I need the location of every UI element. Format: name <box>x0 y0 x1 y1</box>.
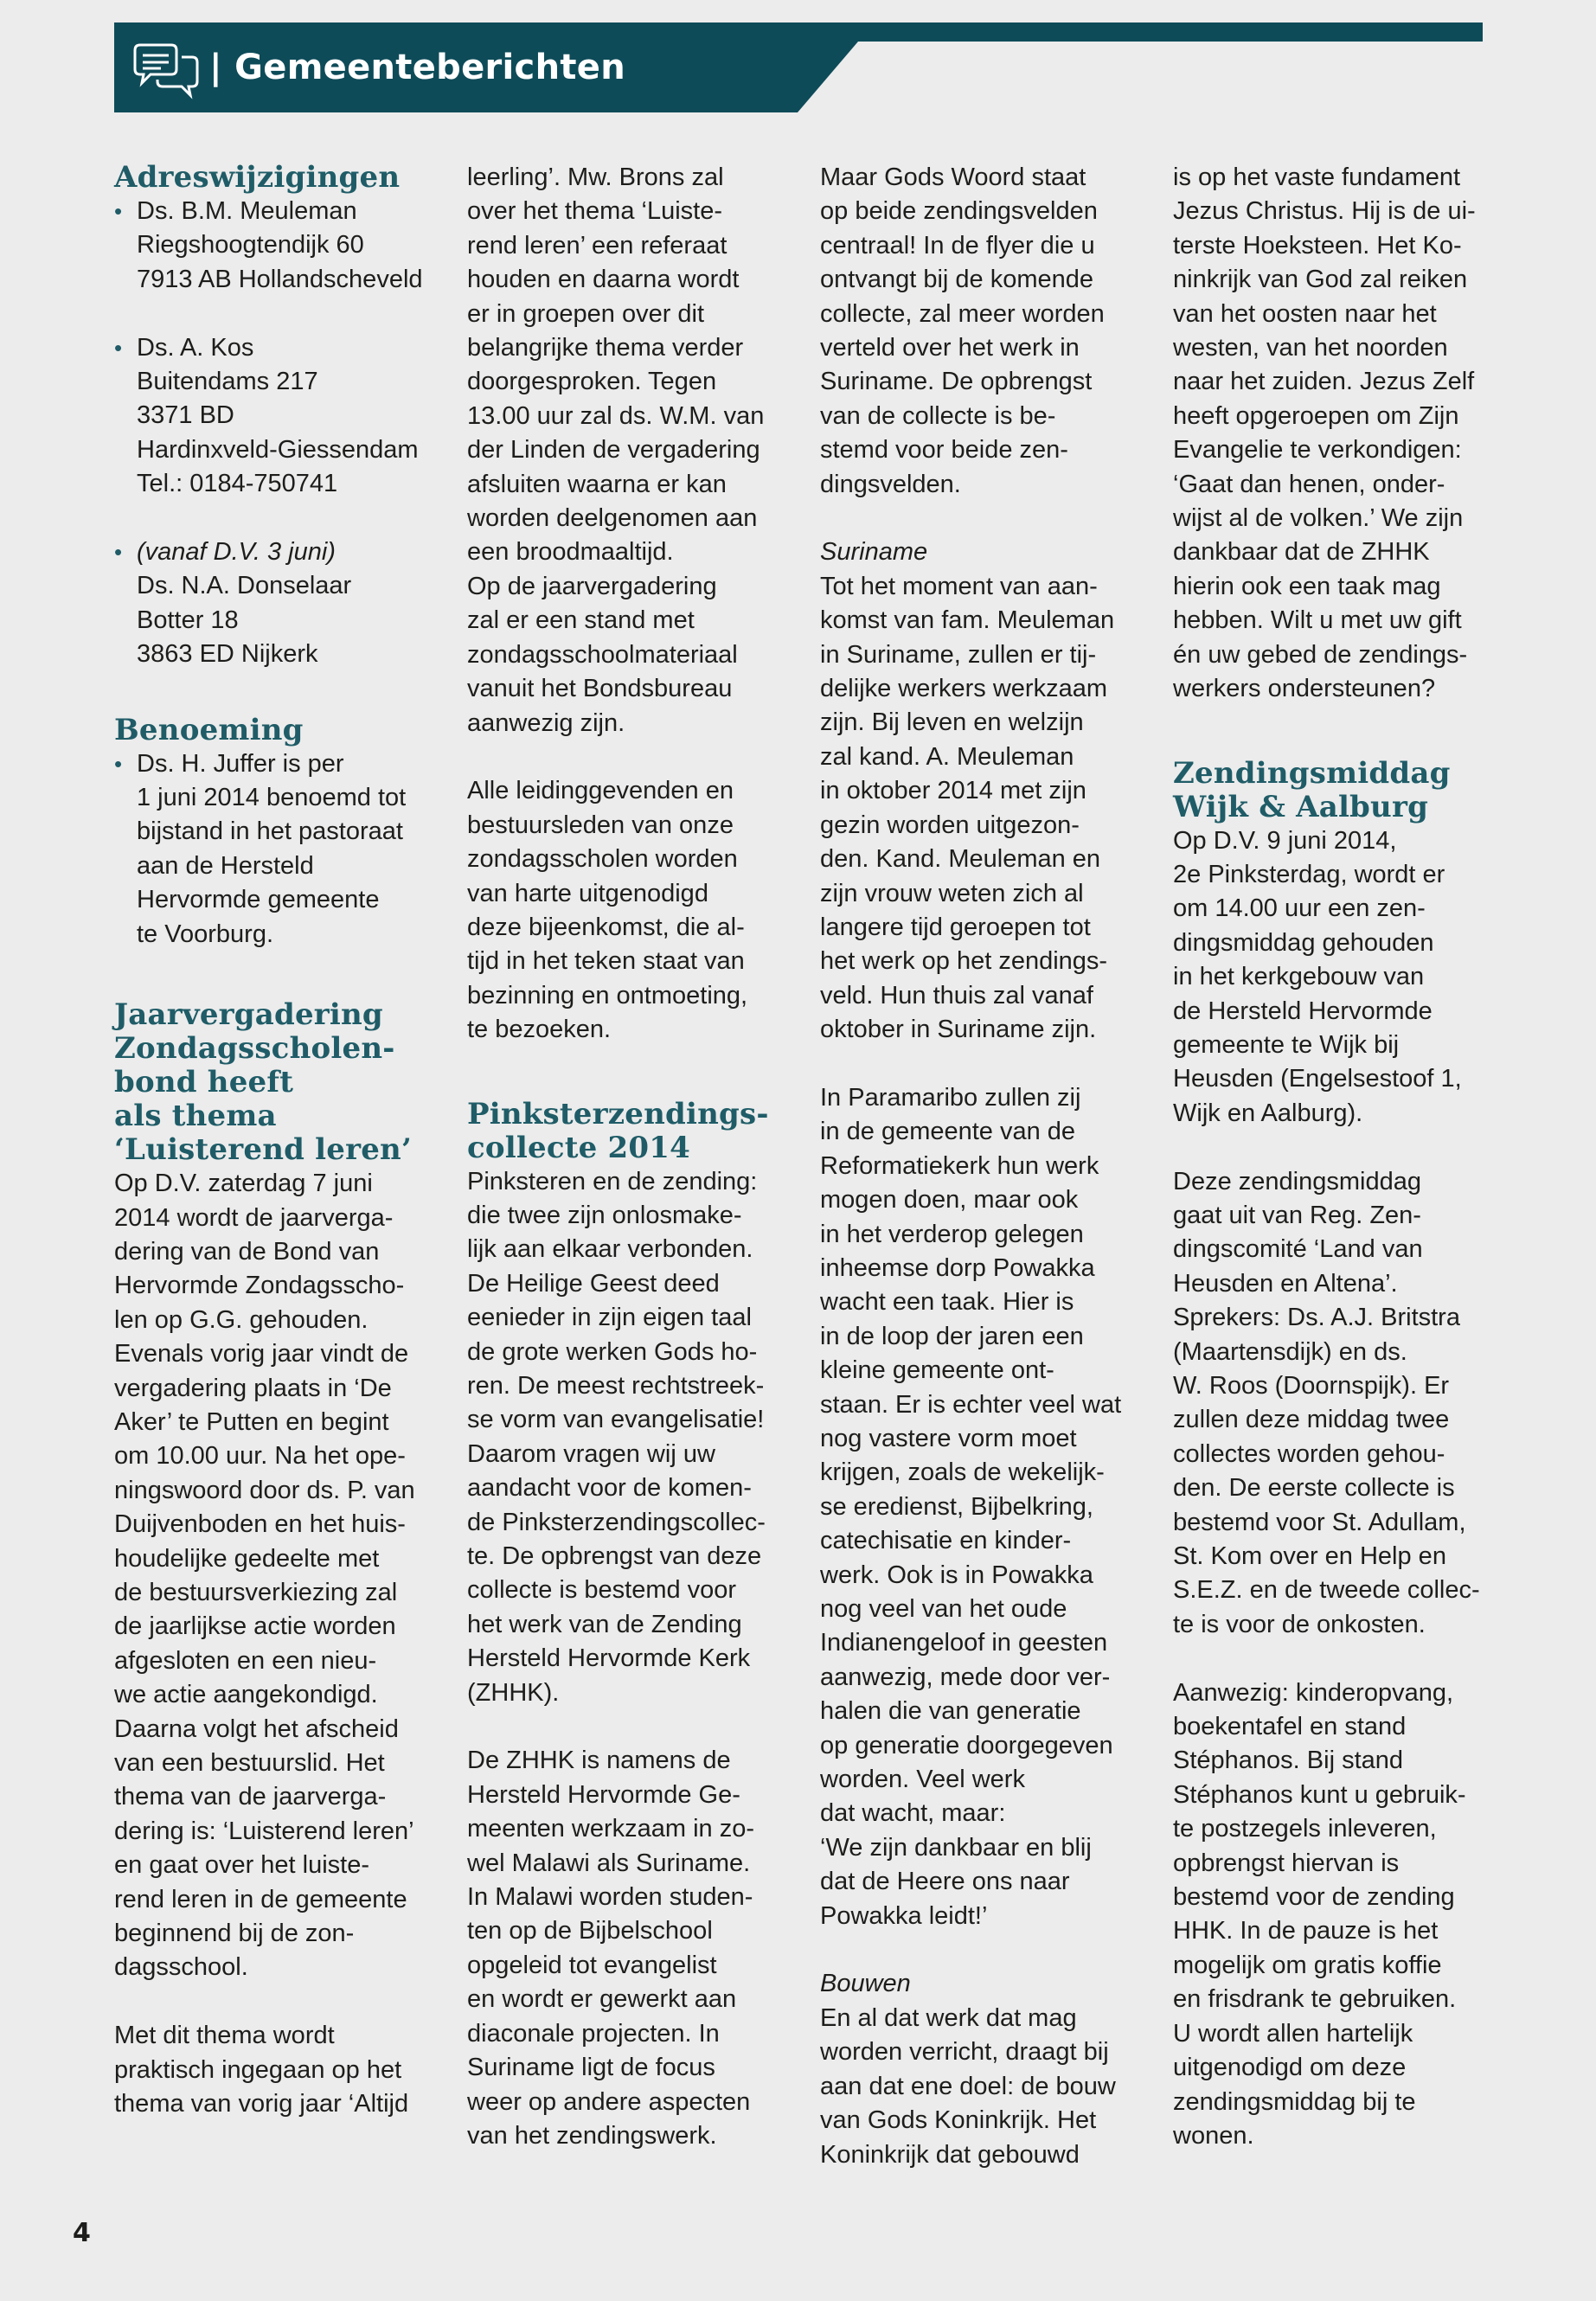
text-line: afsluiten waarna er kan <box>467 470 727 498</box>
text-line: De ZHHK is namens de <box>467 1747 731 1775</box>
section-title: | Gemeenteberichten <box>209 48 625 87</box>
text-line: bestuursleden van onze <box>467 811 734 839</box>
text-line: Daarom vragen wij uw <box>467 1439 715 1468</box>
text-line: ningswoord door ds. P. van <box>114 1476 415 1504</box>
text-line: wonen. <box>1173 2121 1254 2150</box>
text-line: zal kand. A. Meuleman <box>820 742 1074 771</box>
paragraph-jaarvergadering <box>114 1167 433 1985</box>
text-line: bestemd voor de zending <box>1173 1883 1455 1912</box>
text-line: Deze zendingsmiddag <box>1173 1167 1421 1195</box>
heading-line: Pinksterzendings- <box>467 1096 769 1131</box>
text-line: aanwezig zijn. <box>467 708 625 737</box>
text-line: aanwezig, mede door ver- <box>820 1663 1111 1691</box>
text-line: Alle leidinggevenden en <box>467 777 734 805</box>
text-line: inheemse dorp Powakka <box>820 1253 1095 1282</box>
text-line: beginnend bij de zon- <box>114 1920 355 1948</box>
address-line: 3863 ED Nijkerk <box>137 640 318 669</box>
text-line: 2014 wordt de jaarverga- <box>114 1203 394 1232</box>
text-line: en gaat over het luiste- <box>114 1851 370 1880</box>
text-line: zijn. Bij leven en welzijn <box>820 708 1084 737</box>
text-line: catechisatie en kinder- <box>820 1527 1072 1555</box>
text-line: Suriname ligt de focus <box>467 2054 715 2082</box>
text-line: collecte, zal meer worden <box>820 299 1105 328</box>
text-line: Evenals vorig jaar vindt de <box>114 1340 409 1368</box>
heading-line: ‘Luisterend leren’ <box>114 1132 412 1168</box>
text-line: vanuit het Bondsbureau <box>467 675 733 703</box>
text-line: wacht een taak. Hier is <box>820 1288 1074 1317</box>
column-3 <box>820 161 1138 2172</box>
text-line: bestemd voor St. Adullam, <box>1173 1508 1466 1536</box>
text-line: thema van vorig jaar ‘Altijd <box>114 2090 409 2118</box>
heading-line: Zendingsmiddag <box>1173 755 1451 791</box>
text-line: gaat uit van Reg. Zen- <box>1173 1201 1421 1229</box>
text-line: zondagsschoolmateriaal <box>467 640 738 669</box>
text-line: verteld over het werk in <box>820 334 1080 362</box>
text-line: Daarna volgt het afscheid <box>114 1715 399 1743</box>
section-banner <box>114 22 1483 112</box>
text-line: Maar Gods Woord staat <box>820 163 1086 191</box>
text-line: de Pinksterzendingscollec- <box>467 1508 766 1536</box>
address-line: Hardinxveld-Giessendam <box>137 435 419 464</box>
text-line: dagsschool. <box>114 1953 248 1982</box>
text-line: collecte is bestemd voor <box>467 1576 737 1605</box>
column-4 <box>1173 161 1491 2153</box>
address-item-donselaar <box>114 535 433 672</box>
paragraph-bouwen <box>820 2002 1138 2172</box>
text-line: der Linden de vergadering <box>467 436 760 465</box>
text-line: 13.00 uur zal ds. W.M. van <box>467 401 765 430</box>
text-line: staan. Er is echter veel wat <box>820 1390 1122 1419</box>
heading-jaarvergadering <box>114 998 433 1167</box>
text-line: én uw gebed de zendings- <box>1173 640 1468 669</box>
text-line: nog veel van het oude <box>820 1595 1067 1624</box>
text-line: houdelijke gedeelte met <box>114 1544 380 1573</box>
text-line: • Ds. H. Juffer is per <box>137 749 344 778</box>
text-line: zal er een stand met <box>467 606 695 635</box>
text-line: de grote werken Gods ho- <box>467 1337 758 1366</box>
text-line: rend leren’ een referaat <box>467 231 727 260</box>
heading-adreswijzigingen: Adreswijzigingen <box>114 160 401 195</box>
text-line: op generatie doorgegeven <box>820 1731 1113 1759</box>
text-line: aandacht voor de komen- <box>467 1474 752 1503</box>
text-line: die twee zijn onlosmake- <box>467 1201 742 1229</box>
text-line: Koninkrijk dat gebouwd <box>820 2140 1080 2169</box>
text-line: dingscomité ‘Land van <box>1173 1235 1423 1264</box>
text-line: hebben. Wilt u met uw gift <box>1173 606 1462 635</box>
paragraph-referaat <box>467 161 785 740</box>
text-line: collectes worden gehou- <box>1173 1439 1445 1468</box>
text-line: mogelijk om gratis koffie <box>1173 1951 1442 1979</box>
text-line: nog vastere vorm moet <box>820 1425 1077 1452</box>
text-line: in het verderop gelegen <box>820 1220 1084 1248</box>
text-line: Pinksteren en de zending: <box>467 1167 758 1195</box>
text-line: dingsvelden. <box>820 470 961 498</box>
text-line: bezinning en ontmoeting, <box>467 981 748 1009</box>
text-line: Op D.V. 9 juni 2014, <box>1173 826 1397 855</box>
text-line: Indianengeloof in geesten <box>820 1629 1108 1657</box>
text-line: ontvangt bij de komende <box>820 266 1093 294</box>
heading-line: Jaarvergadering <box>114 997 383 1033</box>
text-line: te is voor de onkosten. <box>1173 1610 1426 1638</box>
text-line: Stéphanos kunt u gebruik- <box>1173 1780 1466 1809</box>
text-line: de bestuursverkiezing zal <box>114 1578 398 1606</box>
text-line: de Hersteld Hervormde <box>1173 997 1433 1025</box>
text-line: over het thema ‘Luiste- <box>467 197 722 226</box>
text-line: (Maartensdijk) en ds. <box>1173 1337 1407 1366</box>
text-line: 2e Pinksterdag, wordt er <box>1173 860 1445 888</box>
text-line: kleine gemeente ont- <box>820 1356 1054 1385</box>
heading-zendingsmiddag <box>1173 757 1491 824</box>
text-line: zijn vrouw weten zich al <box>820 879 1084 907</box>
text-line: werkers ondersteunen? <box>1173 675 1436 703</box>
text-line: Hervormde gemeente <box>137 886 380 914</box>
text-line: ninkrijk van God zal reiken <box>1173 266 1468 294</box>
text-line: belangrijke thema verder <box>467 334 744 362</box>
text-line: Hersteld Hervormde Ge- <box>467 1780 740 1809</box>
text-line: afgesloten en een nieu- <box>114 1646 377 1675</box>
text-line: boekentafel en stand <box>1173 1713 1407 1741</box>
text-line: krijgen, zoals de wekelijk- <box>820 1458 1105 1487</box>
text-line: doorgesproken. Tegen <box>467 368 717 396</box>
speech-bubbles-icon <box>128 42 202 100</box>
text-line: werk. Ook is in Powakka <box>820 1561 1093 1589</box>
text-line: diaconale projecten. In <box>467 2019 720 2048</box>
text-line: op beide zendingsvelden <box>820 197 1098 226</box>
subheading-suriname: Suriname <box>820 538 928 567</box>
text-line: HHK. In de pauze is het <box>1173 1917 1439 1945</box>
text-line: len op G.G. gehouden. <box>114 1305 369 1334</box>
text-line: veld. Hun thuis zal vanaf <box>820 981 1093 1009</box>
address-line: 3371 BD <box>137 401 234 430</box>
text-line: halen die van generatie <box>820 1697 1081 1726</box>
text-line: aan de Hersteld <box>137 851 314 880</box>
text-line: er in groepen over dit <box>467 299 705 328</box>
text-line: praktisch ingegaan op het <box>114 2055 402 2084</box>
column-2 <box>467 161 785 2153</box>
text-line: lijk aan elkaar verbonden. <box>467 1235 753 1264</box>
text-line: 1 juni 2014 benoemd tot <box>137 784 407 812</box>
text-line: deze bijeenkomst, die al- <box>467 913 745 941</box>
text-line: van de collecte is be- <box>820 401 1056 430</box>
text-line: Op de jaarvergadering <box>467 572 717 600</box>
heading-benoeming: Benoeming <box>114 712 304 747</box>
text-line: het werk van de Zending <box>467 1610 742 1638</box>
text-line: dering van de Bond van <box>114 1237 380 1266</box>
text-line: delijke werkers werkzaam <box>820 675 1107 703</box>
text-line: zondagsscholen worden <box>467 845 738 874</box>
text-line: Jezus Christus. Hij is de ui- <box>1173 197 1476 226</box>
address-line: • Ds. B.M. Meuleman <box>137 197 357 225</box>
heading-pinksterzendingscollecte <box>467 1098 785 1165</box>
paragraph-suriname <box>820 570 1138 1048</box>
paragraph-zhhk <box>467 1744 785 2153</box>
address-line: Ds. N.A. Donselaar <box>137 572 352 600</box>
text-line: wijst al de volken.’ We zijn <box>1173 504 1464 533</box>
text-line: ‘We zijn dankbaar en blij <box>820 1833 1092 1862</box>
text-line: dankbaar dat de ZHHK <box>1173 538 1430 567</box>
text-line: van Gods Koninkrijk. Het <box>820 2106 1097 2135</box>
text-line: zendingsmiddag bij te <box>1173 2087 1416 2116</box>
heading-line: collecte 2014 <box>467 1130 690 1165</box>
text-line: dat de Heere ons naar <box>820 1868 1070 1896</box>
text-line: westen, van het noorden <box>1173 334 1448 362</box>
text-line: te Voorburg. <box>137 920 273 948</box>
text-line: van het oosten naar het <box>1173 299 1437 328</box>
paragraph-paramaribo <box>820 1081 1138 1933</box>
paragraph-zendingsmiddag <box>1173 824 1491 1131</box>
text-line: U wordt allen hartelijk <box>1173 2019 1413 2048</box>
text-line: se eredienst, Bijbelkring, <box>820 1492 1093 1521</box>
heading-line: Zondagsscholen- <box>114 1031 395 1067</box>
paragraph-thema <box>114 2019 433 2121</box>
text-line: vergadering plaats in ‘De <box>114 1374 392 1402</box>
text-line: centraal! In de flyer die u <box>820 231 1095 260</box>
paragraph-sprekers <box>1173 1165 1491 1643</box>
text-line: ren. De meest rechtstreek- <box>467 1371 765 1400</box>
text-line: tijd in het teken staat van <box>467 947 745 976</box>
text-line: Aker’ te Putten en begint <box>114 1407 389 1436</box>
text-line: oktober in Suriname zijn. <box>820 1016 1097 1044</box>
text-line: se vorm van evangelisatie! <box>467 1406 765 1434</box>
text-line: En al dat werk dat mag <box>820 2003 1077 2032</box>
address-line: • Ds. A. Kos <box>137 333 254 362</box>
text-line: in de gemeente van de <box>820 1118 1076 1146</box>
address-line: Tel.: 0184-750741 <box>137 470 338 498</box>
text-line: Powakka leidt!’ <box>820 1901 988 1930</box>
heading-line: als thema <box>114 1099 277 1134</box>
text-line: hierin ook een taak mag <box>1173 572 1441 600</box>
text-line: te bezoeken. <box>467 1016 612 1044</box>
text-line: mogen doen, maar ook <box>820 1186 1079 1215</box>
text-line: is op het vaste fundament <box>1173 163 1461 191</box>
address-item-meuleman <box>114 195 433 297</box>
page-number: 4 <box>73 2218 91 2248</box>
text-line: in oktober 2014 met zijn <box>820 777 1086 805</box>
benoeming-item <box>114 747 433 952</box>
text-line: dingsmiddag gehouden <box>1173 928 1434 957</box>
address-item-kos <box>114 331 433 502</box>
text-line: Op D.V. zaterdag 7 juni <box>114 1170 373 1198</box>
text-line: Aanwezig: kinderopvang, <box>1173 1678 1454 1707</box>
text-line: Heusden (Engelsestoof 1, <box>1173 1065 1462 1093</box>
text-line: Hervormde Zondagsscho- <box>114 1272 405 1300</box>
paragraph-pinksteren <box>467 1165 785 1711</box>
text-line: gemeente te Wijk bij <box>1173 1030 1400 1059</box>
text-line: van een bestuurslid. Het <box>114 1749 385 1777</box>
text-line: Wijk en Aalburg). <box>1173 1099 1363 1127</box>
text-line: de jaarlijkse actie worden <box>114 1612 396 1641</box>
text-line: naar het zuiden. Jezus Zelf <box>1173 368 1475 396</box>
text-line: zullen deze middag twee <box>1173 1406 1450 1434</box>
text-line: worden. Veel werk <box>820 1766 1025 1794</box>
text-line: Stéphanos. Bij stand <box>1173 1747 1404 1775</box>
text-line: gezin worden uitgezon- <box>820 811 1080 839</box>
paragraph-gods-woord <box>820 161 1138 502</box>
text-line: en wordt er gewerkt aan <box>467 1985 737 2014</box>
address-line: Botter 18 <box>137 606 239 634</box>
text-line: ‘Gaat dan henen, onder- <box>1173 470 1445 498</box>
text-line: te postzegels inleveren, <box>1173 1815 1437 1843</box>
text-line: en frisdrank te gebruiken. <box>1173 1985 1457 2014</box>
text-line: opgeleid tot evangelist <box>467 1951 717 1979</box>
text-line: een broodmaaltijd. <box>467 538 674 567</box>
text-line: meenten werkzaam in zo- <box>467 1815 755 1843</box>
column-1 <box>114 161 433 2121</box>
text-line: in het kerkgebouw van <box>1173 963 1425 991</box>
text-line: den. Kand. Meuleman en <box>820 845 1101 874</box>
text-line: Sprekers: Ds. A.J. Britstra <box>1173 1304 1460 1332</box>
text-line: langere tijd geroepen tot <box>820 913 1091 941</box>
text-line: Suriname. De opbrengst <box>820 368 1093 396</box>
address-line: Riegshoogtendijk 60 <box>137 231 364 260</box>
text-line: in de loop der jaren een <box>820 1322 1084 1350</box>
text-line: eenieder in zijn eigen taal <box>467 1304 752 1332</box>
text-line: Evangelie te verkondigen: <box>1173 436 1462 465</box>
text-line: Hersteld Hervormde Kerk <box>467 1644 751 1673</box>
text-line: S.E.Z. en de tweede collec- <box>1173 1576 1480 1605</box>
heading-line: Wijk & Aalburg <box>1173 789 1429 824</box>
text-line: dering is: ‘Luisterend leren’ <box>114 1817 414 1845</box>
text-line: van harte uitgenodigd <box>467 879 708 907</box>
text-line: in Suriname, zullen er tij- <box>820 640 1097 669</box>
text-line: ten op de Bijbelschool <box>467 1917 713 1945</box>
text-line: houden en daarna wordt <box>467 266 740 294</box>
paragraph-aanwezig <box>1173 1676 1491 2154</box>
text-line: worden verricht, draagt bij <box>820 2038 1109 2067</box>
text-line: W. Roos (Doornspijk). Er <box>1173 1371 1450 1400</box>
address-line: 7913 AB Hollandscheveld <box>137 265 423 293</box>
text-line: Heusden en Altena’. <box>1173 1269 1398 1298</box>
paragraph-fundament <box>1173 161 1491 707</box>
text-line: te. De opbrengst van deze <box>467 1542 762 1571</box>
text-line: dat wacht, maar: <box>820 1799 1006 1828</box>
text-line: komst van fam. Meuleman <box>820 606 1115 635</box>
address-line: Buitendams 217 <box>137 368 318 396</box>
text-line: thema van de jaarverga- <box>114 1783 387 1811</box>
text-line: stemd voor beide zen- <box>820 436 1068 465</box>
text-line: opbrengst hiervan is <box>1173 1849 1400 1877</box>
text-line: we actie aangekondigd. <box>114 1681 378 1709</box>
text-line: (ZHHK). <box>467 1678 560 1707</box>
text-line: Duijvenboden en het huis- <box>114 1510 406 1539</box>
subheading-bouwen: Bouwen <box>820 1970 911 1998</box>
text-line: om 14.00 uur een zen- <box>1173 894 1426 923</box>
text-line: aan dat ene doel: de bouw <box>820 2072 1116 2100</box>
text-line: heeft opgeroepen om Zijn <box>1173 401 1459 430</box>
text-line: St. Kom over en Help en <box>1173 1542 1446 1571</box>
text-line: uitgenodigd om deze <box>1173 2054 1407 2082</box>
text-line: In Malawi worden studen- <box>467 1883 753 1912</box>
text-line: Reformatiekerk hun werk <box>820 1151 1099 1180</box>
text-line: den. De eerste collecte is <box>1173 1474 1455 1503</box>
text-line: van het zendingswerk. <box>467 2121 717 2150</box>
text-line: weer op andere aspecten <box>467 2087 751 2116</box>
text-line: In Paramaribo zullen zij <box>820 1083 1081 1112</box>
text-line: Tot het moment van aan- <box>820 572 1098 600</box>
text-line: De Heilige Geest deed <box>467 1269 720 1298</box>
address-note: • (vanaf D.V. 3 juni) <box>137 538 336 567</box>
text-line: wel Malawi als Suriname. <box>467 1849 751 1877</box>
text-line: rend leren in de gemeente <box>114 1885 407 1913</box>
text-line: worden deelgenomen aan <box>467 504 758 533</box>
text-line: Met dit thema wordt <box>114 2022 335 2050</box>
text-line: leerling’. Mw. Brons zal <box>467 163 724 191</box>
heading-line: bond heeft <box>114 1065 294 1100</box>
paragraph-uitnodiging <box>467 774 785 1047</box>
text-line: bijstand in het pastoraat <box>137 817 403 846</box>
text-line: om 10.00 uur. Na het ope- <box>114 1442 406 1471</box>
text-line: het werk op het zendings- <box>820 947 1108 976</box>
text-line: terste Hoeksteen. Het Ko- <box>1173 231 1462 260</box>
